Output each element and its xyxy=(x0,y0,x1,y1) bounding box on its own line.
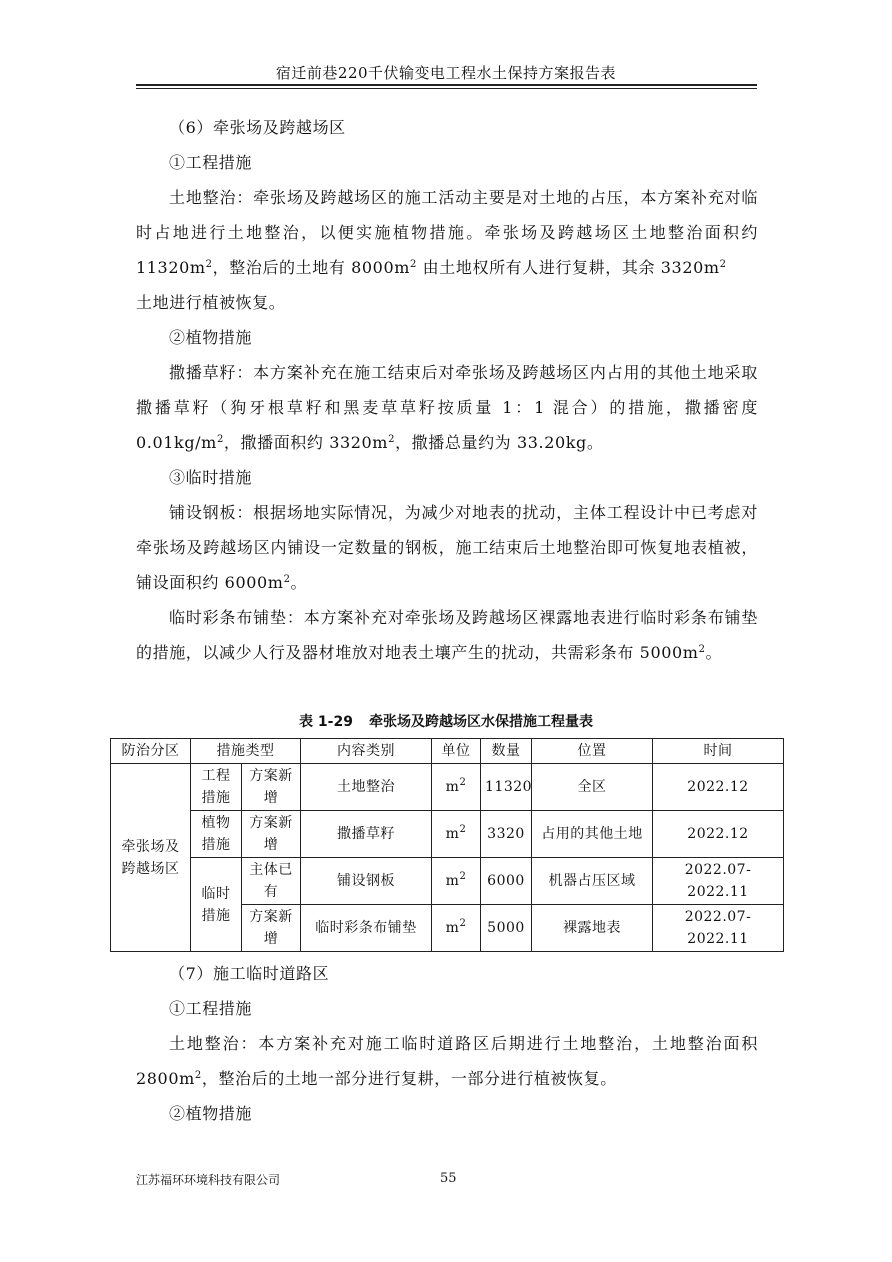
page-number: 55 xyxy=(440,1171,457,1186)
content-cell: 铺设钢板 xyxy=(301,858,432,905)
header-location: 位置 xyxy=(532,739,653,764)
measure-type-cell: 工程措施 xyxy=(191,764,242,811)
header-time: 时间 xyxy=(653,739,784,764)
tarp-paragraph: 临时彩条布铺垫：本方案补充对牵张场及跨越场区裸露地表进行临时彩条布铺垫的措施，以减少人行及器材堆放对地表土壤产生的扰动，共需彩条布 $5000m^2$。 xyxy=(136,608,758,662)
measure-sub-cell: 主体已有 xyxy=(242,858,301,905)
measures-quantity-table xyxy=(110,738,784,952)
engineering-measures-heading: ①工程措施 xyxy=(169,999,253,1018)
grass-seeding-paragraph: 撒播草籽：本方案补充在施工结束后对牵张场及跨越场区内占用的其他土地采取撒播草籽（狗牙根草籽和黑麦草草籽按质量 1：1 混合）的措施，撒播密度 $0.01kg/m^2$，撒播面积约 $3320m^2$，撒播总量约为 33.20kg。 xyxy=(136,363,758,452)
unit-cell: $m^2$ xyxy=(432,811,481,858)
header-zone: 防治分区 xyxy=(111,739,191,764)
plant-measures-heading: ②植物措施 xyxy=(169,1104,253,1123)
section-7 xyxy=(136,956,758,1131)
footer-company: 江苏福环环境科技有限公司 xyxy=(136,1173,281,1187)
table-row xyxy=(111,811,784,858)
header-rule-thin xyxy=(136,88,757,89)
location-cell: 全区 xyxy=(532,764,653,811)
section-6-title: （6）牵张场及跨越场区 xyxy=(169,118,346,137)
header-unit: 单位 xyxy=(432,739,481,764)
measure-sub-cell: 方案新增 xyxy=(242,764,301,811)
measure-sub-cell: 方案新增 xyxy=(242,905,301,952)
content-cell: 临时彩条布铺垫 xyxy=(301,905,432,952)
table-header-row xyxy=(111,739,784,764)
header-rule-thick xyxy=(136,84,757,86)
measure-type-cell: 植物措施 xyxy=(191,811,242,858)
page-header-title: 宿迁前巷220千伏输变电工程水土保持方案报告表 xyxy=(275,64,617,82)
steel-plate-paragraph: 铺设钢板：根据场地实际情况，为减少对地表的扰动，主体工程设计中已考虑对牵张场及跨越场区内铺设一定数量的钢板，施工结束后土地整治即可恢复地表植被，铺设面积约 $6000m^2$。 xyxy=(136,503,758,592)
header-quantity: 数量 xyxy=(481,739,532,764)
measure-sub-cell: 方案新增 xyxy=(242,811,301,858)
road-land-consolidation-paragraph: 土地整治：本方案补充对施工临时道路区后期进行土地整治，土地整治面积 $2800m^2$，整治后的土地一部分进行复耕，一部分进行植被恢复。 xyxy=(136,1034,758,1088)
time-cell: 2022.12 xyxy=(653,811,784,858)
time-cell: 2022.07-2022.11 xyxy=(653,858,784,905)
table-caption xyxy=(110,711,782,731)
unit-cell: $m^2$ xyxy=(432,858,481,905)
section-7-title: （7）施工临时道路区 xyxy=(169,964,330,983)
header-measure-type: 措施类型 xyxy=(191,739,301,764)
quantity-cell: 3320 xyxy=(481,811,532,858)
zone-cell: 牵张场及跨越场区 xyxy=(111,764,191,952)
section-6 xyxy=(136,110,758,670)
header-content: 内容类别 xyxy=(301,739,432,764)
content-cell: 土地整治 xyxy=(301,764,432,811)
time-cell: 2022.12 xyxy=(653,764,784,811)
plant-measures-heading: ②植物措施 xyxy=(169,328,253,347)
content-cell: 撒播草籽 xyxy=(301,811,432,858)
table-caption-title: 牵张场及跨越场区水保措施工程量表 xyxy=(368,714,593,730)
unit-cell: $m^2$ xyxy=(432,764,481,811)
unit-cell: $m^2$ xyxy=(432,905,481,952)
time-cell: 2022.07-2022.11 xyxy=(653,905,784,952)
engineering-measures-heading: ①工程措施 xyxy=(169,153,253,172)
location-cell: 裸露地表 xyxy=(532,905,653,952)
quantity-cell: 6000 xyxy=(481,858,532,905)
table-row xyxy=(111,858,784,905)
quantity-cell: 11320 xyxy=(481,764,532,811)
location-cell: 机器占压区域 xyxy=(532,858,653,905)
land-consolidation-paragraph: 土地整治：牵张场及跨越场区的施工活动主要是对土地的占压，本方案补充对临时占地进行土地整治，以便实施植物措施。牵张场及跨越场区土地整治面积约 $11320m^2$，整治后的土地有 $8000m^2$ 由土地权所有人进行复耕，其余 $3320m^2$ 土地进行植被恢复。 xyxy=(136,188,758,312)
measure-type-cell: 临时措施 xyxy=(191,858,242,952)
location-cell: 占用的其他土地 xyxy=(532,811,653,858)
table-row xyxy=(111,764,784,811)
table-caption-number: 表 1-29 xyxy=(299,714,353,730)
quantity-cell: 5000 xyxy=(481,905,532,952)
temporary-measures-heading: ③临时措施 xyxy=(169,468,253,487)
